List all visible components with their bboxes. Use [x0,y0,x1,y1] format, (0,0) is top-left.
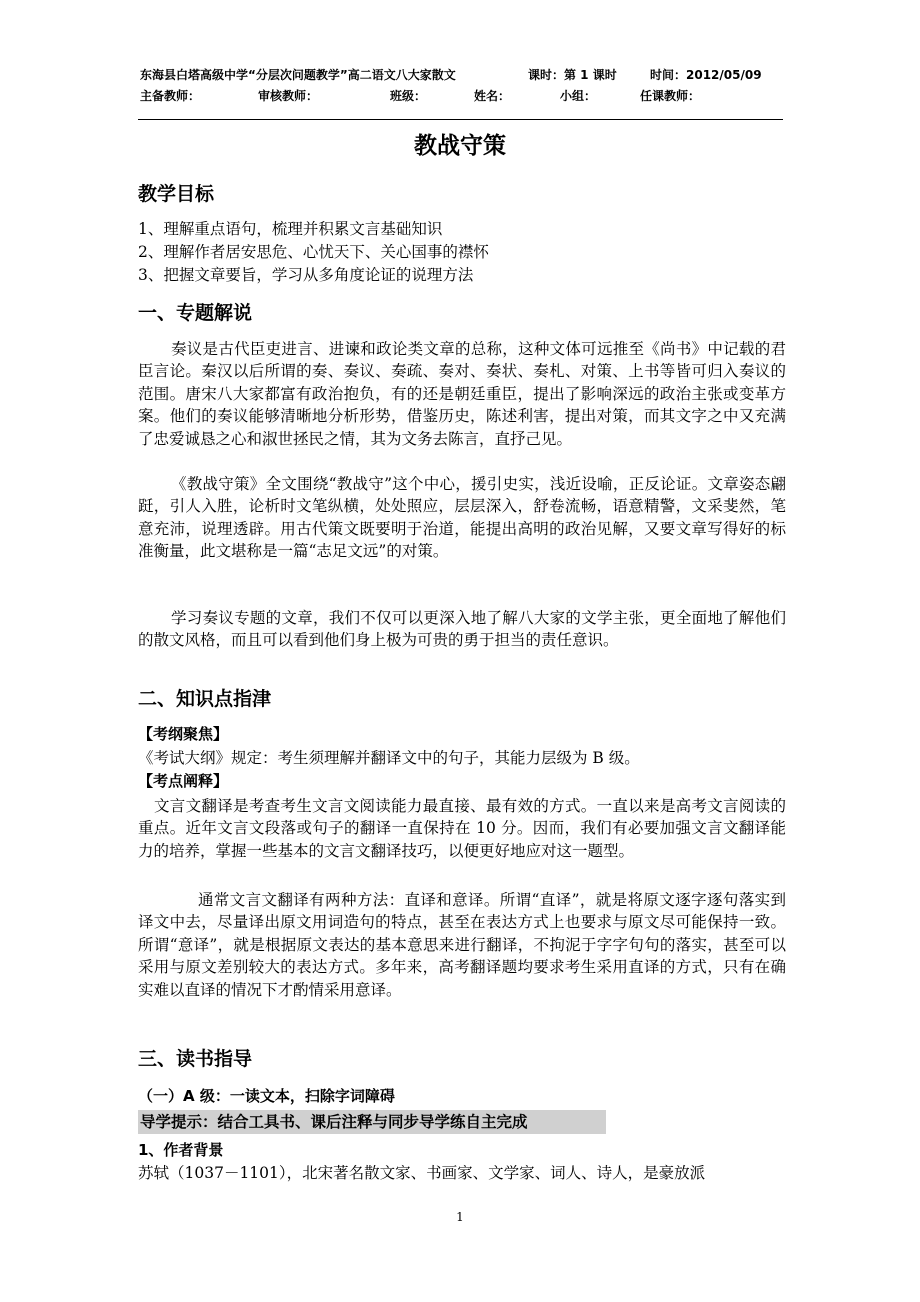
goal-item: 2、理解作者居安思危、心忧天下、关心国事的襟怀 [138,243,489,261]
author-text: 苏轼（1037－1101），北宋著名散文家、书画家、文学家、词人、诗人，是豪放派 [138,1164,706,1182]
goals-heading: 教学目标 [138,183,215,205]
section1-paragraph: 学习奏议专题的文章，我们不仅可以更深入地了解八大家的文学主张，更全面地了解他们的散文风格，而且可以看到他们身上极为可贵的勇于担当的责任意识。 [138,609,786,650]
section2-paragraph: 文言文翻译是考查考生文言文阅读能力最直接、最有效的方式。一直以来是高考文言阅读的重点。近年文言文段落或句子的翻译一直保持在 10 分。因而，我们有必要加强文言文翻译能力的培养，掌握一些基本的文言文翻译技巧，以便更好地应对这一题型。 [138,797,786,860]
section2-paragraph: 通常文言文翻译有两种方法：直译和意译。所谓“直译”，就是将原文逐字逐句落实到译文中去，尽量译出原文用词造句的特点，甚至在表达方式上也要求与原文尽可能保持一致。所谓“意译”，就是根据原文表达的基本意思来进行翻译，不拘泥于字字句句的落实，甚至可以采用与原文差别较大的表达方式。多年来，高考翻译题均要求考生采用直译的方式，只有在确实难以直译的情况下才酌情采用意译。 [138,891,786,999]
course-teacher-label: 任课教师： [640,89,701,103]
name-label: 姓名： [474,89,511,103]
section2-heading: 二、知识点指津 [138,688,272,710]
doc-title: 教战守策 [414,133,506,159]
header-rule [138,119,783,120]
section1-paragraph: 《教战守策》全文围绕“教战守”这个中心，援引史实，浅近设喻，正反论证。文章姿态翩跹，引人入胜，论析时文笔纵横，处处照应，层层深入，舒卷流畅，语意精警，文采斐然，笔意充沛，说理透辟。用古代策文既要明于治道，能提出高明的政治见解，又要文章写得好的标准衡量，此文堪称是一篇“志足文远”的对策。 [138,475,786,561]
lesson-time: 课时：第 1 课时 [528,68,617,82]
guide-hint: 导学提示：结合工具书、课后注释与同步导学练自主完成 [140,1113,528,1131]
group-label: 小组： [560,89,597,103]
main-teacher-label: 主备教师： [140,89,201,103]
review-teacher-label: 审核教师： [258,89,319,103]
lesson-date: 时间：2012/05/09 [650,68,762,82]
focus-label: 【考纲聚焦】 [138,725,229,743]
school-title: 东海县白塔高级中学“分层次问题教学”高二语文八大家散文 [140,68,456,82]
explain-label: 【考点阐释】 [138,772,229,790]
focus-text: 《考试大纲》规定：考生须理解并翻译文中的句子，其能力层级为 B 级。 [138,749,640,767]
section1-paragraph: 奏议是古代臣吏进言、进谏和政论类文章的总称，这种文体可远推至《尚书》中记载的君臣言论。秦汉以后所谓的奏、奏议、奏疏、奏对、奏状、奏札、对策、上书等皆可归入奏议的范围。唐宋八大家都富有政治抱负，有的还是朝廷重臣，提出了影响深远的政治主张或变革方案。他们的奏议能够清晰地分析形势，借鉴历史，陈述利害，提出对策，而其文字之中又充满了忠爱诚恳之心和淑世拯民之情，其为文务去陈言，直抒己见。 [138,340,786,448]
class-label: 班级： [390,89,427,103]
author-heading: 1、作者背景 [138,1141,224,1159]
level-a-heading: （一）A 级：一读文本，扫除字词障碍 [138,1087,395,1105]
page-number: 1 [456,1210,464,1224]
guide-hint-highlight [138,1110,606,1134]
section1-heading: 一、专题解说 [138,302,253,324]
section3-heading: 三、读书指导 [138,1048,253,1070]
goal-item: 1、理解重点语句，梳理并积累文言基础知识 [138,220,443,238]
goal-item: 3、把握文章要旨，学习从多角度论证的说理方法 [138,266,474,284]
